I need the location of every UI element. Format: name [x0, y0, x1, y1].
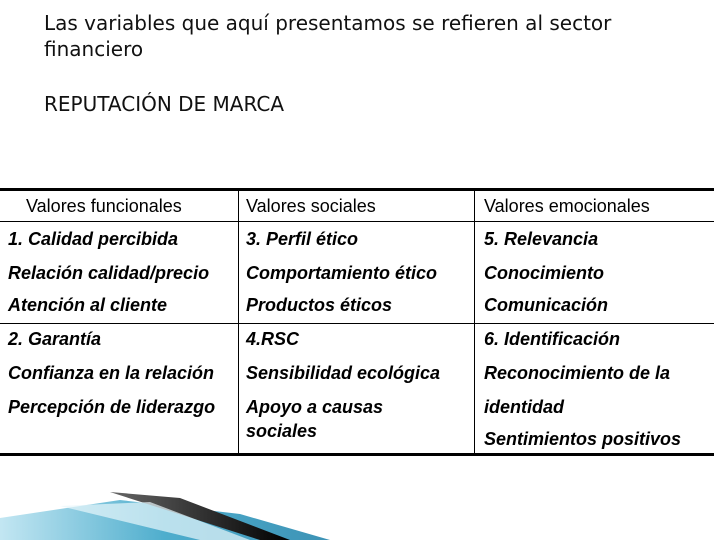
- brand-values-table: [0, 188, 714, 456]
- cell-emotional-1: 5. Relevancia: [484, 229, 599, 249]
- cell-functional-1: 1. Calidad percibida: [8, 229, 179, 249]
- cell-social-3: Productos éticos: [246, 295, 393, 315]
- row-divider: [0, 221, 714, 222]
- header-functional-values: Valores funcionales: [26, 196, 182, 216]
- cell-emotional-6a: identidad: [484, 397, 564, 417]
- intro-text: Las variables que aquí presentamos se refieren al sector financiero: [44, 11, 612, 61]
- cell-social-4: 4.RSC: [246, 329, 300, 349]
- cell-functional-6: Percepción de liderazgo: [8, 397, 216, 417]
- cell-social-6b: sociales: [246, 421, 318, 441]
- cell-emotional-6b: Sentimientos positivos: [484, 429, 682, 449]
- cell-social-6a: Apoyo a causas: [246, 397, 384, 417]
- column-divider: [238, 188, 239, 456]
- column-divider: [474, 188, 475, 456]
- cell-emotional-3: Comunicación: [484, 295, 609, 315]
- row-divider: [0, 323, 714, 324]
- cell-emotional-2: Conocimiento: [484, 263, 604, 283]
- cell-emotional-5: Reconocimiento de la: [484, 363, 671, 383]
- header-social-values: Valores sociales: [246, 196, 376, 216]
- decorative-swoosh: [0, 488, 720, 540]
- cell-social-2: Comportamiento ético: [246, 263, 438, 283]
- cell-functional-5: Confianza en la relación: [8, 363, 215, 383]
- section-heading: REPUTACIÓN DE MARCA: [44, 92, 285, 116]
- cell-functional-4: 2. Garantía: [8, 329, 102, 349]
- cell-functional-3: Atención al cliente: [8, 295, 168, 315]
- header-emotional-values: Valores emocionales: [484, 196, 650, 216]
- cell-functional-2: Relación calidad/precio: [8, 263, 210, 283]
- cell-social-1: 3. Perfil ético: [246, 229, 359, 249]
- cell-emotional-4: 6. Identificación: [484, 329, 621, 349]
- cell-social-5: Sensibilidad ecológica: [246, 363, 441, 383]
